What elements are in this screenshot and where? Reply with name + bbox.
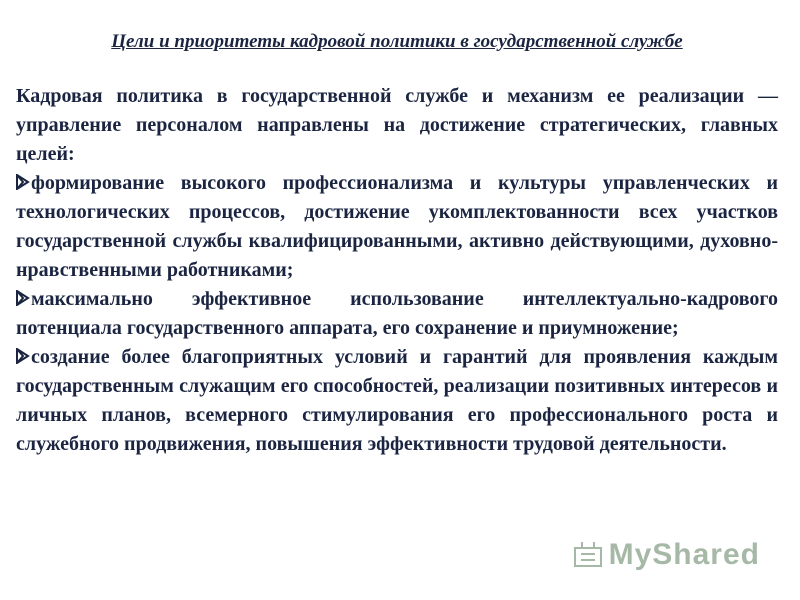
list-item — [16, 169, 778, 285]
page-title: Цели и приоритеты кадровой политики в государственной службе — [111, 31, 683, 52]
list-item-text: создание более благоприятных условий и гарантий для проявления каждым государственным служащим его способностей, реализации позитивных интересов и личных планов, всемерного стимулирования его профессионального роста и служебного продвижения, повышения эффективности трудовой деятельности. — [16, 346, 778, 455]
watermark-text: MyShared — [608, 538, 760, 571]
watermark — [573, 540, 760, 570]
arrow-bullet-icon — [16, 348, 30, 364]
watermark-logo-icon — [573, 540, 603, 570]
list-item — [16, 285, 778, 343]
arrow-bullet-icon — [16, 174, 30, 190]
intro-paragraph: Кадровая политика в государственной службе и механизм ее реализации — управление персоналом направлены на достижение стратегических, главных целей: — [16, 85, 778, 165]
list-item-text: формирование высокого профессионализма и культуры управленческих и технологических процессов, достижение укомплектованности всех участков государственной службы квалифицированными, активно действующими, духовно-нравственными работниками; — [16, 172, 778, 281]
arrow-bullet-icon — [16, 290, 30, 306]
list-item-text: максимально эффективное использование интеллектуально-кадрового потенциала государственного аппарата, его сохранение и приумножение; — [16, 288, 778, 339]
list-item — [16, 343, 778, 459]
